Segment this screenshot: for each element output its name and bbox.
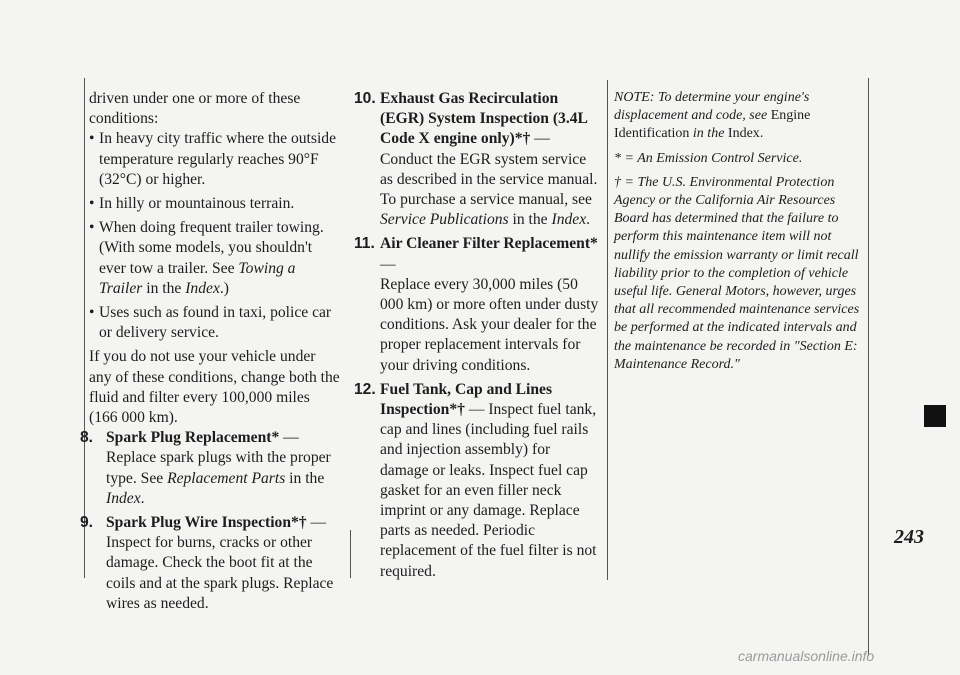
column-rule-center bbox=[350, 530, 351, 578]
paragraph: If you do not use your vehicle under any of these conditions, change both the fluid and filter every 100,000 miles (166 000 km). bbox=[89, 348, 340, 427]
item-title: Fuel Tank, Cap and Lines Inspection*† bbox=[380, 380, 553, 419]
bullet-item: • In heavy city traffic where the outside temperature regularly reaches 90°F (32°C) or higher. bbox=[89, 129, 341, 190]
item-title: Spark Plug Wire Inspection*† bbox=[106, 514, 307, 532]
item-title: Spark Plug Replacement* bbox=[106, 429, 280, 447]
column-left bbox=[80, 89, 341, 614]
bullet-icon: • bbox=[89, 195, 95, 213]
intro-text: driven under one or more of these conditions: bbox=[89, 90, 301, 128]
note-engine-code: NOTE: To determine your engine's displacement and code, see Engine Identification in the Index. bbox=[614, 90, 811, 142]
item-title: Exhaust Gas Recirculation (EGR) System Inspection (3.4L Code X engine only)*† bbox=[380, 90, 588, 148]
reference-link: Towing a Trailer bbox=[99, 259, 296, 297]
bullet-item: • In hilly or mountainous terrain. bbox=[89, 194, 341, 214]
bullet-icon: • bbox=[89, 130, 95, 148]
numbered-item-8: 8. Spark Plug Replacement* — Replace spark plugs with the proper type. See Replacement Parts in the Index. bbox=[80, 429, 331, 507]
star-footnote: * = An Emission Control Service. bbox=[614, 150, 803, 166]
column-middle bbox=[354, 89, 600, 582]
numbered-item-9: 9. Spark Plug Wire Inspection*† — Inspect for burns, cracks or other damage. Check the boot fit at the coils and at the spark plugs. Replace wires as needed. bbox=[80, 514, 334, 612]
watermark: carmanualsonline.info bbox=[738, 648, 875, 664]
index-reference: Index bbox=[727, 126, 760, 142]
bullet-icon: • bbox=[89, 304, 95, 322]
numbered-item-12: 12. Fuel Tank, Cap and Lines Inspection*† — Inspect fuel tank, cap and lines (including fuel rails and injection assembly) for damage or leaks. Inspect fuel cap gasket for an even filler neck imprint or any damage. Replace parts as needed. Periodic replacement of the fuel filter is not required. bbox=[354, 380, 597, 580]
bullet-item: • When doing frequent trailer towing. (With some models, you shouldn't ever tow a trailer. See Towing a Trailer in the Index.) bbox=[89, 218, 341, 299]
numbered-item-10: 10. Exhaust Gas Recirculation (EGR) System Inspection (3.4L Code X engine only)*† — Conduct the EGR system service as described in the service manual. To purchase a service manual, see Service Publications in the Index. bbox=[354, 90, 598, 229]
reference-link: Replacement Parts bbox=[167, 469, 286, 487]
reference-link: Service Publications bbox=[380, 211, 509, 229]
index-reference: Index bbox=[106, 489, 141, 507]
section-tab-marker bbox=[924, 405, 946, 427]
bullet-item: • Uses such as found in taxi, police car or delivery service. bbox=[89, 303, 341, 343]
dagger-footnote: † = The U.S. Environmental Protection Agency or the California Air Resources Board has determined that the failure to perform this maintenance item will not nullify the emission warranty or limit recall liability prior to the completion of vehicle useful life. General Motors, however, urges that all recommended maintenance services be performed at the indicated intervals and the maintenance be recorded in "Section E: Maintenance Record." bbox=[614, 174, 860, 372]
index-reference: Index bbox=[185, 279, 220, 297]
column-right bbox=[614, 89, 860, 380]
bullet-icon: • bbox=[89, 219, 95, 237]
reference-link: Engine Identification bbox=[614, 108, 811, 142]
right-margin-rule bbox=[868, 78, 869, 656]
page-number: 243 bbox=[894, 526, 924, 548]
item-title: Air Cleaner Filter Replacement* bbox=[380, 235, 598, 253]
column-rule-right bbox=[607, 80, 608, 580]
numbered-item-11: 11. Air Cleaner Filter Replacement* — Replace every 30,000 miles (50 000 km) or more often under dusty conditions. Ask your dealer for the proper replacement intervals for your driving conditions. bbox=[354, 235, 599, 374]
index-reference: Index bbox=[551, 211, 587, 229]
